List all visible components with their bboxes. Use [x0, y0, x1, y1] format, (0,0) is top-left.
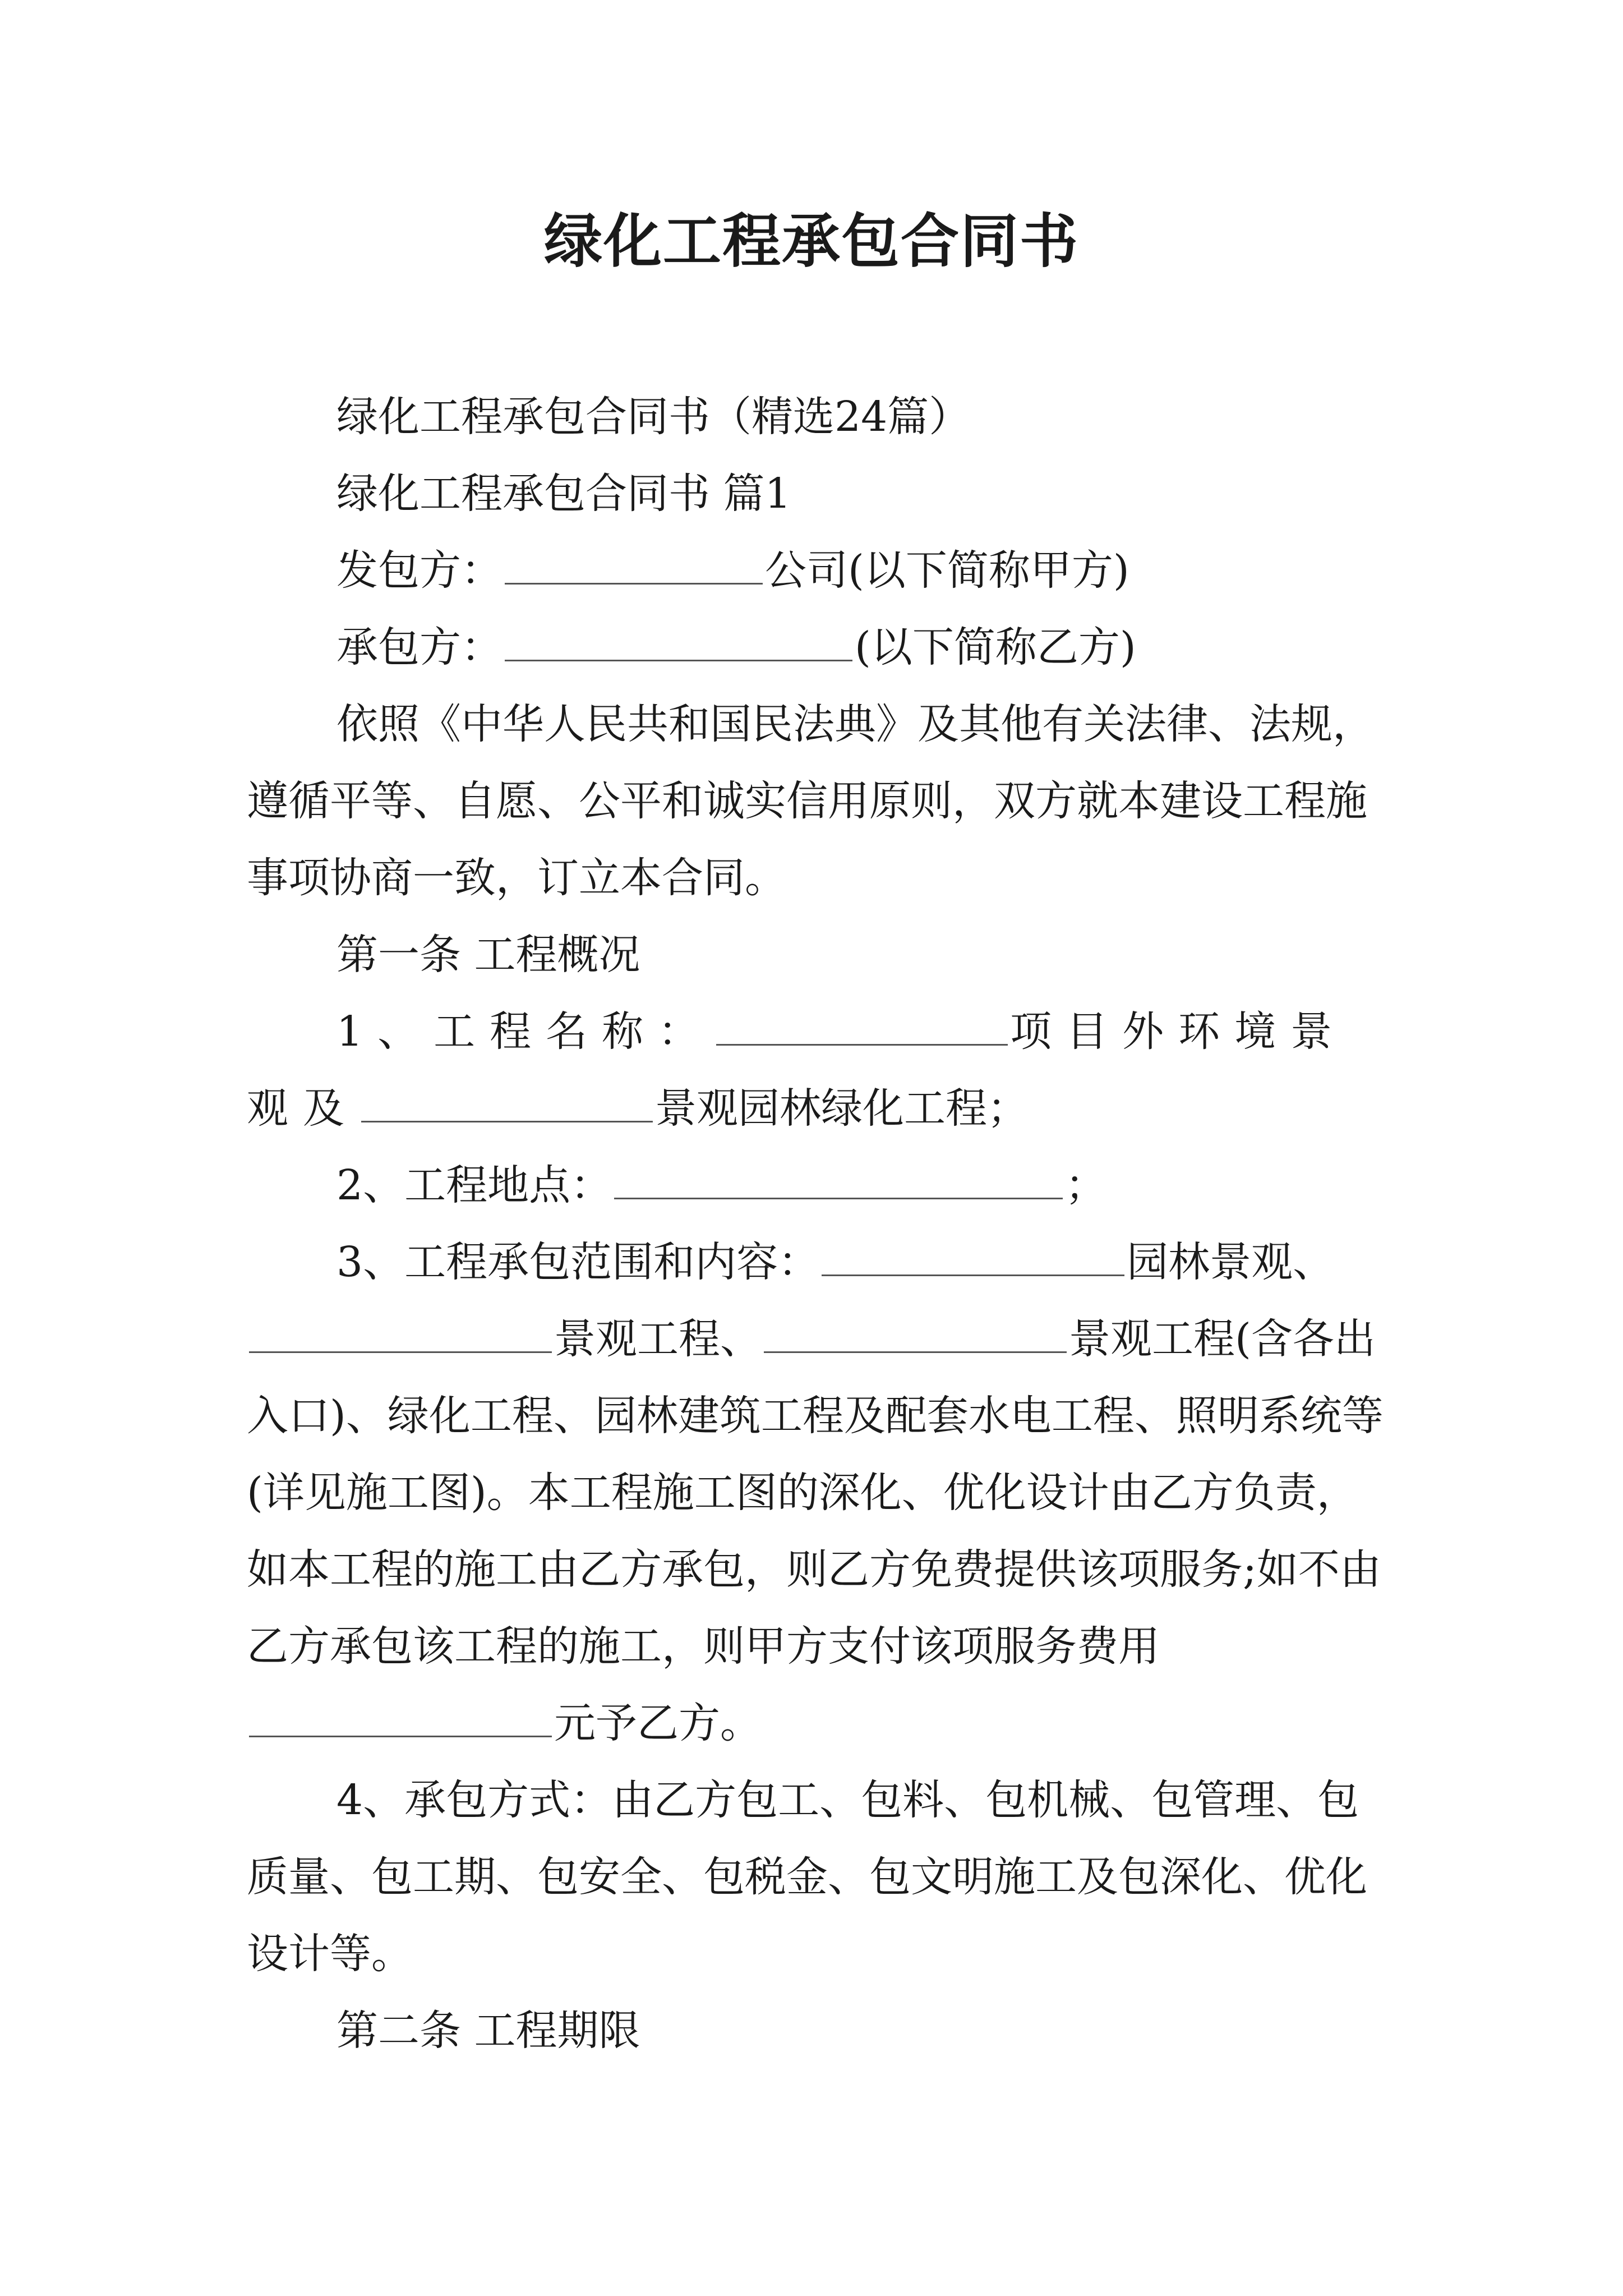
subtitle: 绿化工程承包合同书（精选24篇） — [336, 393, 971, 441]
item-3-blank-b — [249, 1312, 552, 1353]
party-b-blank — [505, 620, 852, 661]
item-3-b: 景观工程、 — [554, 1315, 762, 1363]
item-3-paragraph — [247, 1224, 1396, 1762]
item-3-end: 元予乙方。 — [554, 1699, 762, 1747]
item-3-a: 园林景观、 — [1127, 1238, 1335, 1286]
document-title: 绿化工程承包合同书 — [543, 206, 1079, 275]
document-body — [247, 379, 1396, 2069]
section-heading: 绿化工程承包合同书 篇1 — [336, 470, 791, 518]
party-b-label: 承包方： — [336, 623, 502, 671]
item-2-blank — [614, 1158, 1063, 1199]
party-b-suffix: (以下简称乙方) — [855, 623, 1136, 671]
item-1-blank-a — [716, 1005, 1008, 1046]
party-a-blank — [505, 544, 763, 585]
item-2-paragraph — [247, 1147, 1396, 1224]
item-3-blank-c — [764, 1312, 1067, 1353]
party-a-line — [247, 532, 1396, 609]
item-2-label: 2、工程地点： — [336, 1161, 612, 1209]
party-a-label: 发包方： — [336, 546, 502, 595]
item-1-paragraph — [247, 993, 1396, 1147]
item-3-label: 3、工程承包范围和内容： — [336, 1238, 820, 1286]
article-1-heading: 第一条 工程概况 — [336, 931, 640, 979]
item-4-paragraph: 4、承包方式：由乙方包工、包料、包机械、包管理、包质量、包工期、包安全、包税金、包文明施工及包深化、优化设计等。 — [247, 1776, 1367, 1978]
item-1-label: 1、工程名称： — [336, 1007, 714, 1056]
party-a-suffix: 公司(以下简称甲方) — [765, 546, 1129, 595]
item-2-end: ； — [1065, 1161, 1107, 1209]
item-1-blank-b — [361, 1082, 653, 1122]
party-b-line — [247, 609, 1396, 686]
article-2-heading: 第二条 工程期限 — [336, 2007, 640, 2055]
item-3-blank-d — [249, 1696, 552, 1737]
item-1-mid: 项目外环境景观及 — [247, 1007, 1347, 1133]
item-1-end: 景观园林绿化工程； — [655, 1084, 1029, 1133]
item-3-c: 景观工程(含各出入口)、绿化工程、园林建筑工程及配套水电工程、照明系统等(详见施工图)。本工程施工图的深化、优化设计由乙方负责，如本工程的施工由乙方承包，则乙方免费提供该项服务;如不由乙方承包该工程的施工，则甲方支付该项服务费用 — [247, 1315, 1384, 1671]
item-3-blank-a — [822, 1235, 1124, 1276]
preamble-paragraph: 依照《中华人民共和国民法典》及其他有关法律、法规，遵循平等、自愿、公平和诚实信用原则，双方就本建设工程施事项协商一致，订立本合同。 — [247, 700, 1374, 902]
